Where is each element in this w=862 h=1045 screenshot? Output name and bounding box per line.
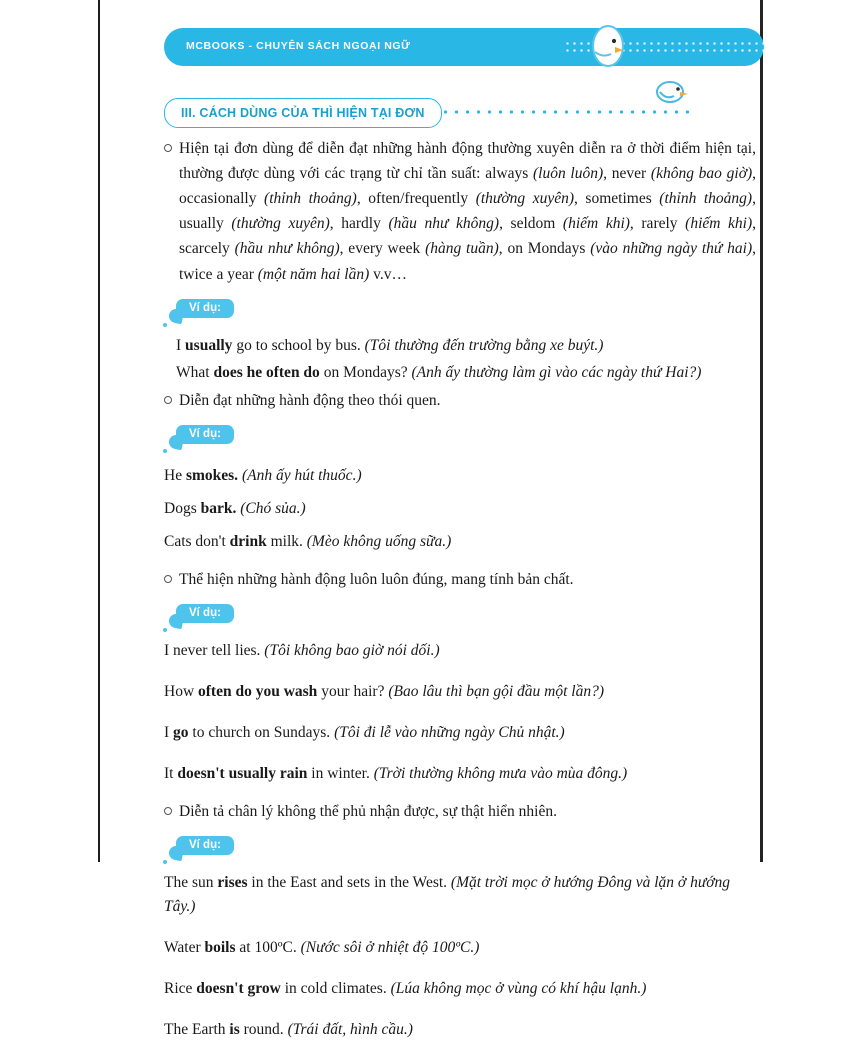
example-badge: Ví dụ: — [176, 299, 234, 318]
intro-gloss: (thường xuyên) — [475, 190, 574, 208]
document-body — [164, 136, 756, 1045]
page-sheet — [100, 0, 760, 1039]
header-banner — [164, 28, 764, 66]
example-translation: (Anh ấy thường làm gì vào các ngày thứ Hai?) — [411, 363, 702, 381]
usage-text: Diễn tả chân lý không thể phủ nhận được, sự thật hiển nhiên. — [179, 803, 557, 821]
example-translation: (Nước sôi ở nhiệt độ 100ºC.) — [300, 939, 480, 957]
example-translation: (Tôi không bao giờ nói dối.) — [264, 641, 440, 659]
example-translation: (Mèo không uống sữa.) — [306, 532, 452, 550]
example-block — [164, 824, 756, 861]
brand-title: MCBOOKS - CHUYÊN SÁCH NGOẠI NGỮ — [186, 40, 411, 52]
intro-text: , twice a year — [179, 240, 756, 283]
example-badge: Ví dụ: — [176, 604, 234, 623]
example-translation: (Chó sủa.) — [240, 499, 306, 517]
intro-text: , seldom — [499, 215, 563, 233]
example-translation: (Trái đất, hình cầu.) — [287, 1021, 413, 1039]
intro-bullet — [164, 136, 756, 287]
intro-text: , rarely — [629, 215, 686, 233]
example-badge: Ví dụ: — [176, 836, 234, 855]
intro-text: Hiện tại đơn dùng để diễn đạt những hành động thường xuyên diễn ra ở thời điểm hiện tại, thường được dùng với các trạng từ chỉ tần suất: always — [179, 140, 756, 183]
usage-text: Thể hiện những hành động luôn luôn đúng, mang tính bản chất. — [179, 570, 574, 588]
example-line: He smokes. (Anh ấy hút thuốc.) — [164, 466, 362, 484]
intro-text: , hardly — [329, 215, 389, 233]
example-translation: (Tôi thường đến trường bằng xe buýt.) — [364, 336, 604, 354]
intro-gloss: (không bao giờ) — [650, 165, 753, 183]
example-line: Water boils at 100ºC. (Nước sôi ở nhiệt độ 100ºC.) — [164, 939, 480, 957]
usage-bullet — [164, 799, 756, 824]
page-edge-right — [760, 0, 763, 862]
example-translation: (Lúa không mọc ở vùng có khí hậu lạnh.) — [390, 980, 647, 998]
intro-gloss: (vào những ngày thứ hai) — [590, 240, 753, 258]
intro-gloss: (thỉnh thoảng) — [264, 190, 357, 208]
intro-gloss: (hầu như không) — [234, 240, 340, 258]
intro-text: , often/frequently — [356, 190, 476, 208]
example-line: The Earth is round. (Trái đất, hình cầu.) — [164, 1021, 413, 1039]
example-block — [164, 413, 756, 450]
usage-bullet — [164, 567, 756, 592]
intro-gloss: (hiếm khi) — [685, 215, 753, 233]
example-translation: (Bao lâu thì bạn gội đầu một lần?) — [388, 682, 605, 700]
example-line: Cats don't drink milk. (Mèo không uống sữa.) — [164, 532, 452, 550]
intro-text: , every week — [339, 240, 426, 258]
intro-text: , sometimes — [574, 190, 660, 208]
example-line: What does he often do on Mondays? (Anh ấy thường làm gì vào các ngày thứ Hai?) — [176, 363, 702, 381]
bullet-dot-icon — [164, 144, 172, 152]
example-translation: (Mặt trời mọc ở hướng Đông và lặn ở hướng Tây.) — [164, 874, 731, 916]
example-line: I never tell lies. (Tôi không bao giờ nói dối.) — [164, 641, 440, 659]
example-block — [164, 592, 756, 629]
intro-paragraph — [179, 136, 756, 287]
intro-gloss: (hàng tuần) — [425, 240, 499, 258]
example-line: Dogs bark. (Chó sủa.) — [164, 499, 306, 517]
usage-bullet — [164, 388, 756, 413]
example-translation: (Anh ấy hút thuốc.) — [241, 466, 362, 484]
example-block — [164, 287, 756, 324]
usage-text: Diễn đạt những hành động theo thói quen. — [179, 391, 441, 409]
example-line: I usually go to school by bus. (Tôi thường đến trường bằng xe buýt.) — [176, 336, 604, 354]
section-heading-chip — [164, 98, 442, 128]
example-line: How often do you wash your hair? (Bao lâu thì bạn gội đầu một lần?) — [164, 682, 605, 700]
intro-text: v.v… — [369, 265, 408, 283]
bullet-dot-icon — [164, 807, 172, 815]
example-line: Rice doesn't grow in cold climates. (Lúa không mọc ở vùng có khí hậu lạnh.) — [164, 980, 647, 998]
bullet-dot-icon — [164, 575, 172, 583]
intro-text: , scarcely — [179, 215, 757, 258]
section-dot-decoration — [440, 110, 690, 114]
intro-text: , usually — [179, 190, 756, 233]
example-badge: Ví dụ: — [176, 425, 234, 444]
intro-gloss: (thỉnh thoảng) — [659, 190, 753, 208]
intro-gloss: (hiếm khi) — [562, 215, 630, 233]
example-translation: (Trời thường không mưa vào mùa đông.) — [373, 765, 628, 782]
intro-gloss: (thường xuyên) — [231, 215, 330, 233]
example-line: The sun rises in the East and sets in the West. (Mặt trời mọc ở hướng Đông và lặn ở hướng Tây.) — [164, 874, 731, 916]
intro-gloss: (luôn luôn) — [532, 165, 604, 183]
intro-gloss: (hầu như không) — [388, 215, 500, 233]
section-heading-text: III. CÁCH DÙNG CỦA THÌ HIỆN TẠI ĐƠN — [181, 106, 425, 120]
bird-icon — [585, 20, 631, 81]
bullet-dot-icon — [164, 396, 172, 404]
intro-gloss: (một năm hai lần) — [257, 265, 370, 283]
intro-text: , never — [603, 165, 651, 183]
intro-text: , on Mondays — [498, 240, 591, 258]
example-line: It doesn't usually rain in winter. (Trời thường không mưa vào mùa đông.) — [164, 765, 628, 782]
example-line: I go to church on Sundays. (Tôi đi lễ vào những ngày Chủ nhật.) — [164, 723, 565, 741]
example-translation: (Tôi đi lễ vào những ngày Chủ nhật.) — [334, 723, 565, 741]
intro-text: , occasionally — [179, 165, 757, 208]
